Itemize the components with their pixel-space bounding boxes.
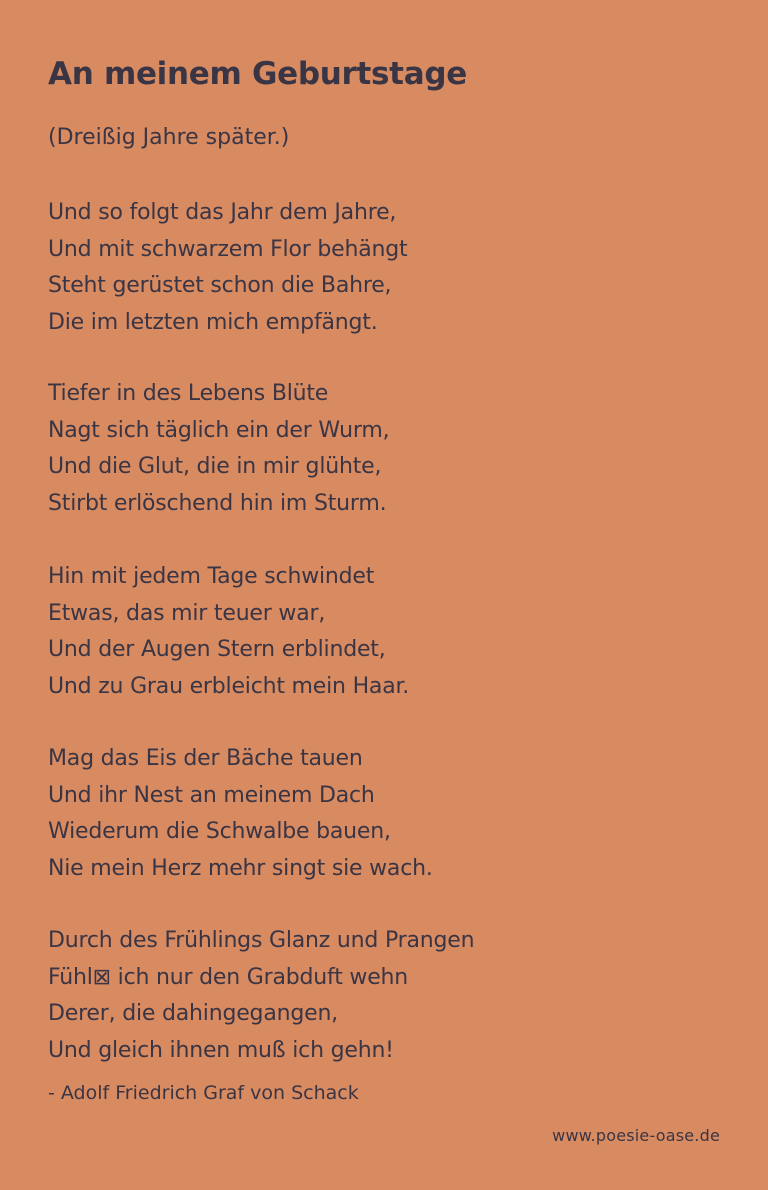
poem-line: Und zu Grau erbleicht mein Haar. bbox=[48, 673, 410, 699]
poem-line: Und der Augen Stern erblindet, bbox=[48, 637, 386, 662]
website-link[interactable]: www.poesie-oase.de bbox=[552, 1126, 720, 1145]
poem-line: Nagt sich täglich ein der Wurm, bbox=[48, 417, 390, 443]
poem-line: Steht gerüstet schon die Bahre, bbox=[48, 273, 392, 298]
poem-line: Stirbt erlöschend hin im Sturm. bbox=[48, 490, 387, 516]
poem-subtitle: (Dreißig Jahre später.) bbox=[48, 125, 290, 150]
stanza-5 bbox=[48, 923, 474, 1069]
poem-line: Nie mein Herz mehr singt sie wach. bbox=[48, 855, 433, 881]
stanza-4 bbox=[48, 741, 433, 887]
poem-line: Und mit schwarzem Flor behängt bbox=[48, 236, 408, 262]
poem-line: Durch des Frühlings Glanz und Prangen bbox=[48, 928, 475, 953]
poem-line: Und so folgt das Jahr dem Jahre, bbox=[48, 200, 397, 225]
poem-line: Wiederum die Schwalbe bauen, bbox=[48, 819, 391, 844]
poem-line: Tiefer in des Lebens Blüte bbox=[48, 381, 329, 406]
poem-line: Derer, die dahingegangen, bbox=[48, 1001, 338, 1026]
poem-line: Die im letzten mich empfängt. bbox=[48, 309, 378, 335]
stanza-1 bbox=[48, 195, 407, 341]
poem-line: Fühl⊠ ich nur den Grabduft wehn bbox=[48, 964, 409, 990]
poem-title: An meinem Geburtstage bbox=[48, 56, 467, 92]
poem-line: Und gleich ihnen muß ich gehn! bbox=[48, 1037, 394, 1063]
poem-line: Etwas, das mir teuer war, bbox=[48, 600, 326, 626]
poem-line: Mag das Eis der Bäche tauen bbox=[48, 746, 363, 771]
stanza-3 bbox=[48, 559, 409, 705]
stanza-2 bbox=[48, 376, 389, 522]
poem-line: Und die Glut, die in mir glühte, bbox=[48, 454, 382, 479]
poem-line: Und ihr Nest an meinem Dach bbox=[48, 782, 375, 808]
poem-author: - Adolf Friedrich Graf von Schack bbox=[48, 1082, 359, 1104]
poem-line: Hin mit jedem Tage schwindet bbox=[48, 564, 375, 589]
